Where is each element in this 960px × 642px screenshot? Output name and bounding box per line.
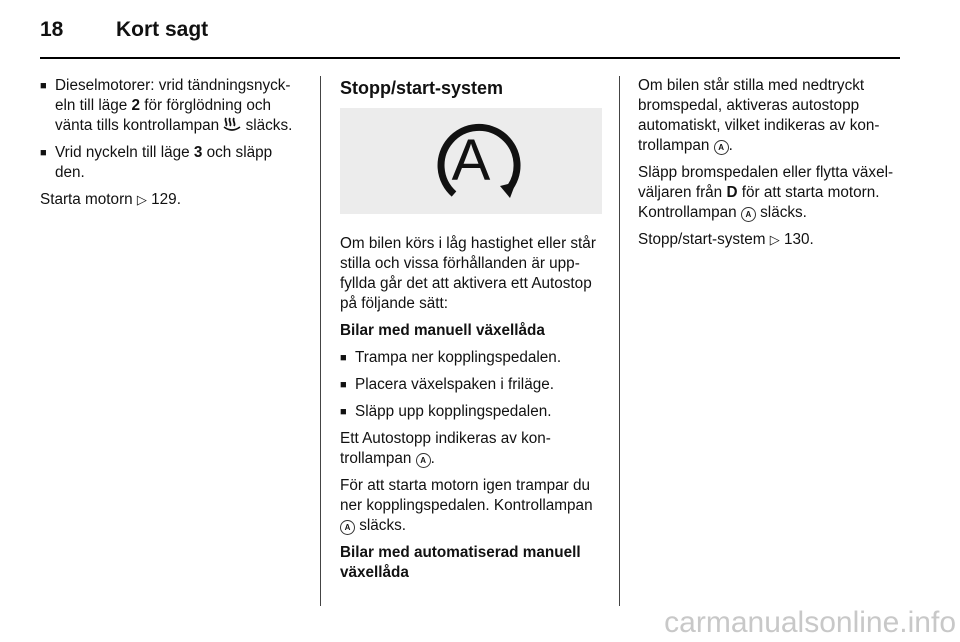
- text: För att starta motorn igen trampar du ner kopplingspedalen. Kontrollampan: [340, 477, 593, 514]
- autostop-letter: A: [451, 128, 491, 193]
- text: för förglödning och vänta tills kontrollampan: [55, 97, 272, 134]
- reference-arrow-icon[interactable]: ▷: [136, 192, 147, 207]
- reference-arrow-icon[interactable]: ▷: [769, 232, 780, 247]
- section-heading: Stopp/start-system: [340, 78, 504, 98]
- text: Släpp upp kopplingspedalen.: [355, 403, 552, 420]
- column-divider: [619, 76, 620, 606]
- autostop-figure: [340, 108, 602, 214]
- column-1: [40, 76, 302, 217]
- subheading: Bilar med manuell växellåda: [340, 322, 545, 339]
- text: Stopp/start-system: [638, 231, 770, 248]
- bullet-icon: ■: [40, 147, 47, 159]
- text: Vrid nyckeln till läge: [55, 144, 194, 161]
- list-item: [40, 143, 302, 183]
- column-3: [638, 76, 904, 257]
- text: Placera växelspaken i friläge.: [355, 376, 554, 393]
- list-item: [340, 375, 604, 395]
- text-bold: 3: [193, 144, 203, 161]
- autostop-lamp-icon: A: [714, 140, 729, 155]
- paragraph: [40, 190, 302, 210]
- paragraph: [638, 163, 904, 223]
- paragraph: Om bilen körs i låg hastighet eller står stilla och vissa förhållanden är upp-fyllda går det att aktivera ett Autostop på följande sätt:: [340, 235, 596, 312]
- text: släcks.: [241, 117, 293, 134]
- column-2: [340, 76, 604, 590]
- text-bold: 2: [131, 97, 141, 114]
- text: Trampa ner kopplingspedalen.: [355, 349, 562, 366]
- glow-plug-icon: [223, 116, 241, 132]
- autostop-lamp-icon: A: [416, 453, 431, 468]
- bullet-icon: ■: [340, 406, 347, 418]
- paragraph: [340, 429, 604, 469]
- list-item: [340, 402, 604, 422]
- autostop-indicator-icon: [406, 116, 536, 206]
- autostop-lamp-icon: A: [741, 207, 756, 222]
- text: Dieselmotorer: vrid tändningsnyck-eln till läge: [55, 77, 291, 114]
- subheading: Bilar med automatiserad manuell växellåda: [340, 544, 581, 581]
- text: för att starta motorn. Kontrollampan: [638, 184, 880, 221]
- header-rule: [40, 57, 900, 59]
- text: .: [430, 450, 435, 467]
- text: Om bilen står stilla med nedtryckt bromspedal, aktiveras autostopp automatiskt, vilket indikeras av kon-trollampan: [638, 77, 880, 154]
- text: .: [728, 137, 733, 154]
- bullet-icon: ■: [340, 352, 347, 364]
- page-reference[interactable]: 130.: [784, 231, 814, 248]
- column-divider: [320, 76, 321, 606]
- autostop-lamp-icon: A: [340, 520, 355, 535]
- text: Släpp bromspedalen eller flytta växel-väljaren från: [638, 164, 894, 201]
- text: Starta motorn: [40, 191, 137, 208]
- list-item: [40, 76, 302, 136]
- text: släcks.: [355, 517, 406, 534]
- text: släcks.: [755, 204, 807, 221]
- page-number: 18: [40, 18, 64, 41]
- text: Ett Autostopp indikeras av kon-trollampan: [340, 430, 551, 467]
- bullet-icon: ■: [340, 379, 347, 391]
- text: och släpp den.: [55, 144, 273, 181]
- paragraph: [638, 230, 904, 250]
- watermark: carmanualsonline.info: [664, 606, 956, 639]
- paragraph: [340, 476, 604, 536]
- page-header: [40, 18, 208, 42]
- page-title: Kort sagt: [116, 18, 209, 41]
- page-reference[interactable]: 129.: [151, 191, 181, 208]
- bullet-icon: ■: [40, 80, 47, 92]
- list-item: [340, 348, 604, 368]
- text-bold: D: [726, 184, 738, 201]
- paragraph: [638, 76, 904, 156]
